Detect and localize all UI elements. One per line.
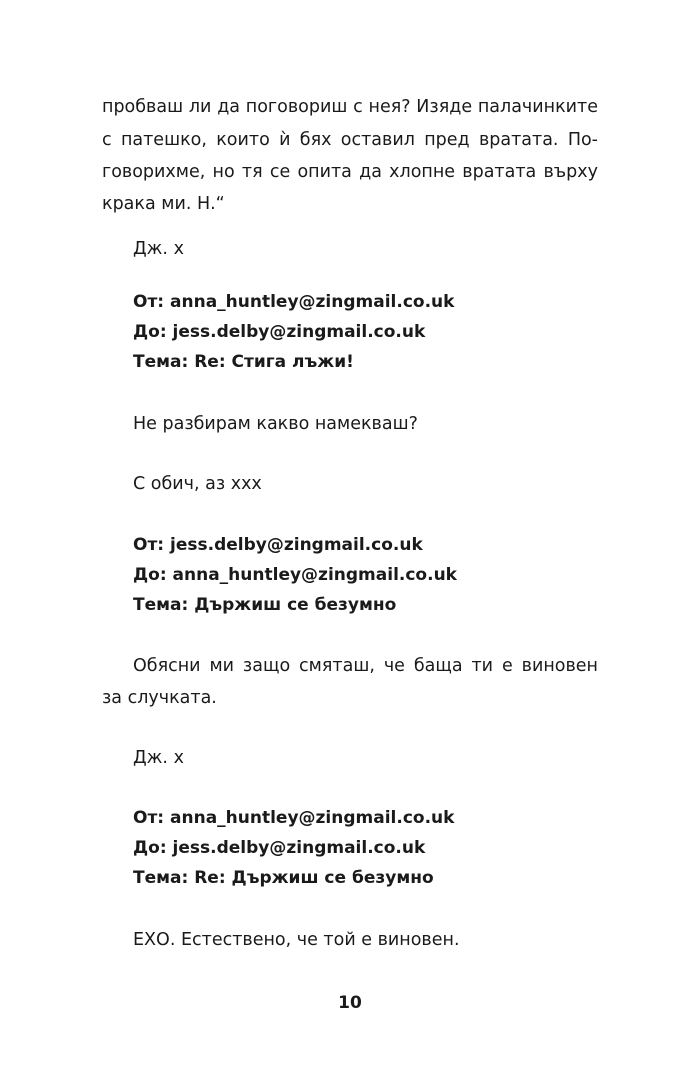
email-from: От: anna_huntley@zingmail.co.uk [133, 808, 455, 828]
email-from: От: jess.delby@zingmail.co.uk [133, 535, 423, 555]
paragraph-line: говорихме, но тя се опита да хлопне вратата върху [102, 162, 598, 182]
paragraph-line: крака ми. Н.“ [102, 194, 225, 214]
paragraph-line: пробваш ли да поговориш с нея? Изяде палачинките [102, 97, 598, 117]
email-to: До: anna_huntley@zingmail.co.uk [133, 565, 457, 585]
email-subject: Тема: Re: Стига лъжи! [133, 352, 354, 372]
email-from: От: anna_huntley@zingmail.co.uk [133, 292, 455, 312]
email-subject: Тема: Държиш се безумно [133, 595, 397, 615]
signature: С обич, аз ххх [133, 474, 262, 494]
page-number: 10 [338, 993, 362, 1013]
email-body: за случката. [102, 688, 217, 708]
email-subject: Тема: Re: Държиш се безумно [133, 868, 434, 888]
email-body: Не разбирам какво намекваш? [133, 414, 418, 434]
email-body: ЕХО. Естествено, че той е виновен. [133, 930, 460, 950]
signature: Дж. х [133, 748, 184, 768]
email-to: До: jess.delby@zingmail.co.uk [133, 322, 426, 342]
signature: Дж. х [133, 239, 184, 259]
email-to: До: jess.delby@zingmail.co.uk [133, 838, 426, 858]
paragraph-line: с патешко, които ѝ бях оставил пред вратата. По- [102, 130, 598, 150]
email-body: Обясни ми защо смяташ, че баща ти е виновен [133, 656, 598, 676]
